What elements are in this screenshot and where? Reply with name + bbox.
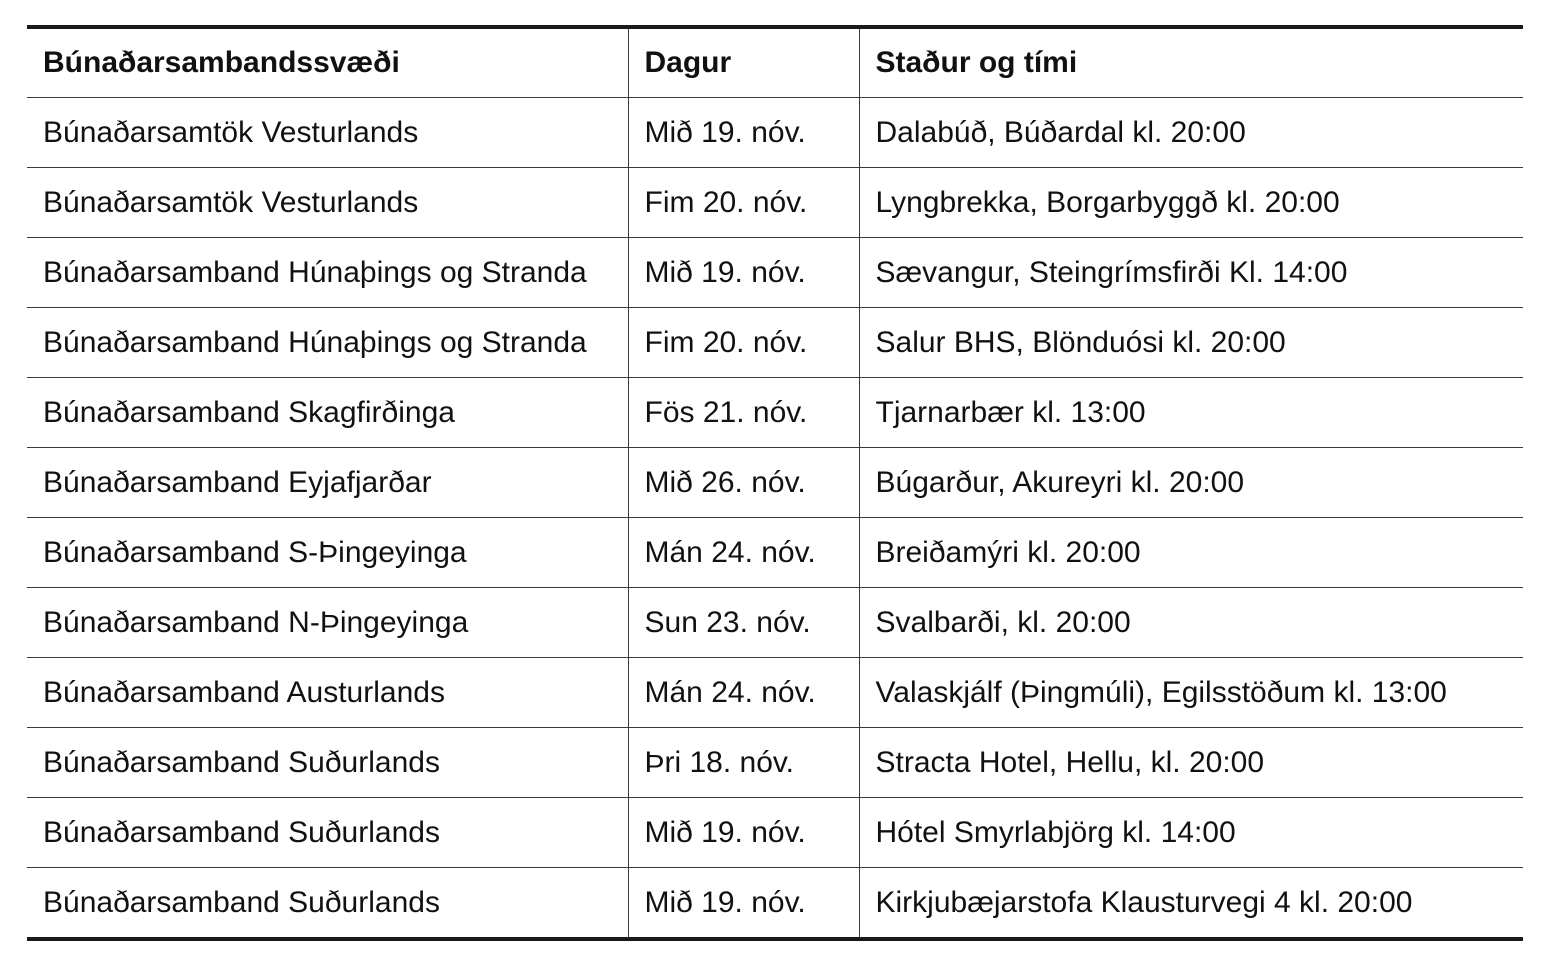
cell-region: Búnaðarsamband Suðurlands bbox=[27, 798, 628, 868]
cell-place-time: Valaskjálf (Þingmúli), Egilsstöðum kl. 13:00 bbox=[859, 658, 1523, 728]
cell-day: Fim 20. nóv. bbox=[628, 168, 859, 238]
cell-day: Fim 20. nóv. bbox=[628, 308, 859, 378]
cell-day: Mán 24. nóv. bbox=[628, 518, 859, 588]
cell-place-time: Svalbarði, kl. 20:00 bbox=[859, 588, 1523, 658]
cell-day: Mið 26. nóv. bbox=[628, 448, 859, 518]
table-row bbox=[27, 798, 1523, 868]
cell-region: Búnaðarsamband Austurlands bbox=[27, 658, 628, 728]
cell-place-time: Salur BHS, Blönduósi kl. 20:00 bbox=[859, 308, 1523, 378]
table-row bbox=[27, 588, 1523, 658]
cell-day: Fös 21. nóv. bbox=[628, 378, 859, 448]
cell-day: Mið 19. nóv. bbox=[628, 868, 859, 940]
cell-place-time: Sævangur, Steingrímsfirði Kl. 14:00 bbox=[859, 238, 1523, 308]
table-row bbox=[27, 658, 1523, 728]
cell-region: Búnaðarsamband Húnaþings og Stranda bbox=[27, 308, 628, 378]
cell-day: Mið 19. nóv. bbox=[628, 238, 859, 308]
cell-region: Búnaðarsamband Suðurlands bbox=[27, 728, 628, 798]
cell-place-time: Hótel Smyrlabjörg kl. 14:00 bbox=[859, 798, 1523, 868]
header-region: Búnaðarsambandssvæði bbox=[27, 27, 628, 98]
table-row bbox=[27, 868, 1523, 940]
cell-region: Búnaðarsamband Skagfirðinga bbox=[27, 378, 628, 448]
cell-region: Búnaðarsamtök Vesturlands bbox=[27, 168, 628, 238]
cell-place-time: Tjarnarbær kl. 13:00 bbox=[859, 378, 1523, 448]
table-row bbox=[27, 518, 1523, 588]
cell-place-time: Kirkjubæjarstofa Klausturvegi 4 kl. 20:00 bbox=[859, 868, 1523, 940]
cell-day: Mið 19. nóv. bbox=[628, 798, 859, 868]
meeting-schedule bbox=[27, 25, 1523, 941]
header-row bbox=[27, 27, 1523, 98]
cell-region: Búnaðarsamband Suðurlands bbox=[43, 885, 440, 919]
table-row bbox=[27, 98, 1523, 168]
table-row bbox=[27, 168, 1523, 238]
cell-region: Búnaðarsamtök Vesturlands bbox=[27, 98, 628, 168]
cell-region: Búnaðarsamband Húnaþings og Stranda bbox=[27, 238, 628, 308]
cell-region: Búnaðarsamband S-Þingeyinga bbox=[27, 518, 628, 588]
cell-region: Búnaðarsamband N-Þingeyinga bbox=[27, 588, 628, 658]
cell-place-time: Búgarður, Akureyri kl. 20:00 bbox=[859, 448, 1523, 518]
header-place-time: Staður og tími bbox=[859, 27, 1523, 98]
table-row bbox=[27, 448, 1523, 518]
cell-place-time: Stracta Hotel, Hellu, kl. 20:00 bbox=[859, 728, 1523, 798]
cell-day: Sun 23. nóv. bbox=[628, 588, 859, 658]
cell-place-time: Lyngbrekka, Borgarbyggð kl. 20:00 bbox=[859, 168, 1523, 238]
cell-region: Búnaðarsamband Eyjafjarðar bbox=[27, 448, 628, 518]
table-row bbox=[27, 308, 1523, 378]
table-row bbox=[27, 378, 1523, 448]
cell-place-time: Dalabúð, Búðardal kl. 20:00 bbox=[859, 98, 1523, 168]
cell-day: Þri 18. nóv. bbox=[628, 728, 859, 798]
table-row bbox=[27, 238, 1523, 308]
table-row bbox=[27, 728, 1523, 798]
schedule-table bbox=[27, 25, 1523, 941]
header-day: Dagur bbox=[628, 27, 859, 98]
cell-day: Mán 24. nóv. bbox=[628, 658, 859, 728]
cell-place-time: Breiðamýri kl. 20:00 bbox=[859, 518, 1523, 588]
cell-day: Mið 19. nóv. bbox=[628, 98, 859, 168]
